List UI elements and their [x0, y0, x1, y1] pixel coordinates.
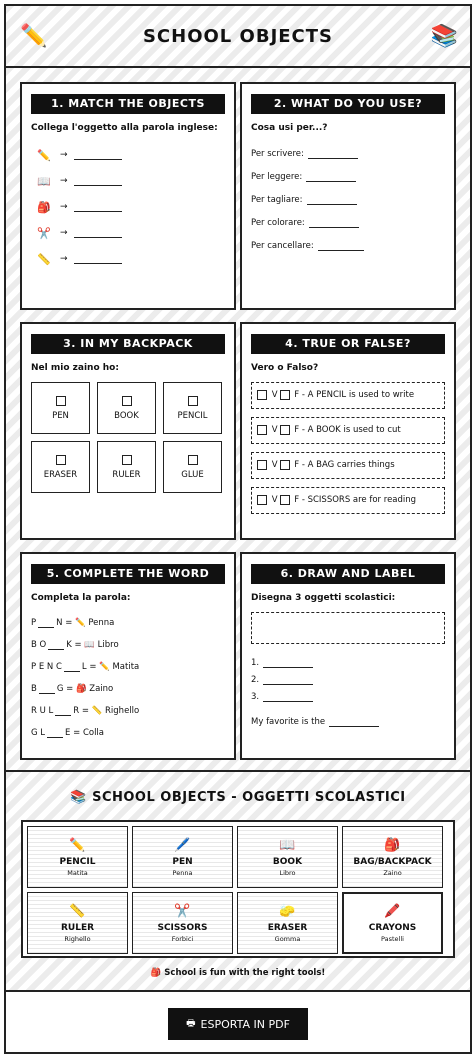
vocab-card — [342, 826, 443, 888]
scissors-icon: ✂️ — [174, 903, 191, 919]
answer-line[interactable] — [38, 618, 54, 628]
card-title: 2. WHAT DO YOU USE? — [251, 94, 445, 114]
vocab-italian: Zaino — [383, 868, 402, 877]
match-row — [31, 220, 225, 246]
card-title: 1. MATCH THE OBJECTS — [31, 94, 225, 114]
backpack-grid — [31, 382, 225, 493]
word-start: P — [31, 618, 37, 628]
use-label: Per cancellare: — [251, 240, 314, 251]
word-end: R = — [73, 706, 90, 716]
book-icon: 📖 — [37, 174, 51, 188]
pen-icon: 🖊️ — [174, 837, 191, 853]
checkbox[interactable] — [122, 396, 132, 406]
page-title: SCHOOL OBJECTS — [142, 25, 334, 47]
true-false-item — [251, 382, 445, 409]
instruction: Cosa usi per...? — [251, 123, 328, 133]
vocab-card — [237, 826, 338, 888]
pencil-icon: ✏️ — [69, 837, 86, 853]
checkbox[interactable] — [56, 455, 66, 465]
word-row — [31, 612, 225, 634]
vocab-english: BOOK — [272, 856, 303, 867]
book-icon: 📖 — [279, 837, 296, 853]
vocab-english: PENCIL — [59, 856, 96, 867]
use-row — [251, 165, 445, 188]
true-or-false-card — [240, 322, 456, 540]
answer-line[interactable] — [74, 150, 122, 160]
vocab-card — [237, 892, 338, 954]
statement: - SCISSORS are for reading — [301, 495, 417, 505]
statement: - A PENCIL is used to write — [301, 390, 415, 400]
italian-word: Righello — [105, 706, 140, 716]
italian-word: Colla — [82, 728, 105, 738]
match-row — [31, 194, 225, 220]
answer-line[interactable] — [64, 662, 80, 672]
answer-line[interactable] — [74, 176, 122, 186]
true-label: V — [271, 495, 278, 505]
crayon-icon: 🖍️ — [384, 903, 401, 919]
vocab-english: RULER — [60, 922, 95, 933]
book-icon: 📖 — [84, 640, 95, 650]
true-false-item — [251, 452, 445, 479]
word-start: B O — [31, 640, 47, 650]
ruler-icon: 📏 — [37, 252, 51, 266]
checkbox[interactable] — [188, 455, 198, 465]
in-my-backpack-card — [20, 322, 236, 540]
false-label: F — [294, 425, 300, 435]
answer-line[interactable] — [74, 228, 122, 238]
true-checkbox[interactable] — [257, 425, 267, 435]
italian-word: Matita — [112, 662, 140, 672]
instruction: Disegna 3 oggetti scolastici: — [251, 593, 396, 603]
drawing-area[interactable] — [251, 612, 445, 644]
arrow-icon: → — [60, 228, 68, 238]
use-label: Per scrivere: — [251, 148, 304, 159]
card-title: 4. TRUE OR FALSE? — [251, 334, 445, 354]
vocabulary-title — [6, 790, 470, 805]
scissors-icon: ✂️ — [37, 226, 51, 240]
statement: - A BAG carries things — [301, 460, 395, 470]
backpack-item-label: BOOK — [114, 410, 139, 421]
answer-line[interactable] — [74, 254, 122, 264]
checkbox[interactable] — [122, 455, 132, 465]
label-row — [251, 654, 445, 671]
true-false-item — [251, 417, 445, 444]
answer-line[interactable] — [74, 202, 122, 212]
backpack-item[interactable] — [31, 382, 90, 434]
answer-line[interactable] — [329, 717, 379, 727]
favorite-label: My favorite is the — [251, 717, 326, 727]
answer-line[interactable] — [39, 684, 55, 694]
false-label: F — [294, 460, 300, 470]
match-row — [31, 142, 225, 168]
backpack-item-label: GLUE — [181, 469, 204, 480]
label-number: 1. — [251, 657, 260, 668]
use-label: Per tagliare: — [251, 194, 303, 205]
vocab-english: CRAYONS — [368, 922, 417, 933]
footer-text: School is fun with the right tools! — [164, 968, 326, 978]
answer-line[interactable] — [308, 149, 358, 159]
vocab-italian: Forbici — [171, 934, 194, 943]
arrow-icon: → — [60, 176, 68, 186]
word-start: R U L — [31, 706, 54, 716]
label-number: 2. — [251, 674, 260, 685]
word-row — [31, 656, 225, 678]
export-pdf-label: ESPORTA IN PDF — [200, 1017, 290, 1031]
arrow-icon: → — [60, 254, 68, 264]
vocabulary-title-text: SCHOOL OBJECTS - OGGETTI SCOLASTICI — [92, 790, 406, 805]
italian-word: Libro — [97, 640, 119, 650]
checkbox[interactable] — [188, 396, 198, 406]
export-pdf-button[interactable] — [168, 1008, 308, 1040]
true-label: V — [271, 390, 278, 400]
backpack-item[interactable] — [163, 441, 222, 493]
answer-line[interactable] — [48, 640, 64, 650]
use-row — [251, 234, 445, 257]
backpack-item[interactable] — [31, 441, 90, 493]
word-end: K = — [66, 640, 82, 650]
pencil-icon: ✏️ — [75, 618, 86, 628]
answer-line[interactable] — [309, 218, 359, 228]
printer-icon: 🖶 — [186, 1017, 196, 1029]
vocab-italian: Gomma — [274, 934, 301, 943]
true-checkbox[interactable] — [257, 390, 267, 400]
card-title: 6. DRAW AND LABEL — [251, 564, 445, 584]
match-objects-card — [20, 82, 236, 310]
pencil-icon: ✏️ — [37, 148, 51, 162]
vocab-italian: Pastelli — [381, 934, 404, 943]
word-start: G L — [31, 728, 46, 738]
footer-note — [6, 968, 470, 978]
vocab-english: SCISSORS — [157, 922, 208, 933]
arrow-icon: → — [60, 202, 68, 212]
word-start: P E N C — [31, 662, 62, 672]
instruction: Nel mio zaino ho: — [31, 363, 119, 373]
books-icon: 📚 — [430, 24, 458, 49]
backpack-item[interactable] — [97, 382, 156, 434]
books-icon: 📚 — [70, 790, 88, 805]
favorite-row — [251, 717, 445, 727]
true-false-item — [251, 487, 445, 514]
checkbox[interactable] — [56, 396, 66, 406]
word-row — [31, 634, 225, 656]
backpack-icon: 🎒 — [150, 968, 162, 978]
vocab-card — [132, 892, 233, 954]
true-checkbox[interactable] — [257, 460, 267, 470]
true-label: V — [271, 425, 278, 435]
false-label: F — [294, 495, 300, 505]
word-start: B — [31, 684, 37, 694]
vocab-italian: Penna — [172, 868, 193, 877]
arrow-icon: → — [60, 150, 68, 160]
what-do-you-use-card — [240, 82, 456, 310]
vocab-italian: Matita — [67, 868, 88, 877]
pencil-icon: ✏️ — [20, 24, 48, 49]
backpack-item[interactable] — [97, 441, 156, 493]
instruction: Collega l'oggetto alla parola inglese: — [31, 123, 218, 133]
worksheet-header — [6, 6, 470, 68]
use-row — [251, 211, 445, 234]
backpack-icon: 🎒 — [75, 684, 87, 694]
vocab-italian: Righello — [64, 934, 91, 943]
vocab-english: ERASER — [267, 922, 308, 933]
word-end: N = — [56, 618, 73, 628]
match-row — [31, 246, 225, 272]
vocab-card — [342, 892, 443, 954]
false-checkbox[interactable] — [280, 495, 290, 505]
false-checkbox[interactable] — [280, 390, 290, 400]
backpack-item-label: ERASER — [43, 469, 78, 480]
ruler-icon: 📏 — [69, 903, 86, 919]
use-row — [251, 142, 445, 165]
use-label: Per leggere: — [251, 171, 303, 182]
false-checkbox[interactable] — [280, 460, 290, 470]
false-checkbox[interactable] — [280, 425, 290, 435]
ruler-icon: 📏 — [91, 706, 103, 716]
word-row — [31, 678, 225, 700]
vocabulary-section — [6, 772, 470, 992]
answer-line[interactable] — [47, 728, 63, 738]
vocab-english: PEN — [172, 856, 193, 867]
instruction: Vero o Falso? — [251, 363, 319, 373]
label-number: 3. — [251, 691, 260, 702]
backpack-item-label: PEN — [52, 410, 69, 421]
export-area — [6, 992, 470, 1052]
answer-line[interactable] — [307, 195, 357, 205]
card-title: 3. IN MY BACKPACK — [31, 334, 225, 354]
backpack-icon: 🎒 — [384, 837, 401, 853]
exercise-grid — [6, 68, 470, 772]
false-label: F — [294, 390, 300, 400]
vocab-english: BAG/BACKPACK — [353, 856, 432, 867]
answer-line[interactable] — [263, 658, 313, 668]
worksheet — [4, 4, 472, 1054]
word-end: G = — [56, 684, 74, 694]
label-row — [251, 671, 445, 688]
italian-word: Zaino — [89, 684, 114, 694]
statement: - A BOOK is used to cut — [301, 425, 401, 435]
answer-line[interactable] — [263, 692, 313, 702]
use-row — [251, 188, 445, 211]
complete-the-word-card — [20, 552, 236, 760]
backpack-item-label: RULER — [112, 469, 141, 480]
answer-line[interactable] — [55, 706, 71, 716]
true-checkbox[interactable] — [257, 495, 267, 505]
vocab-italian: Libro — [279, 868, 296, 877]
label-row — [251, 688, 445, 705]
use-label: Per colorare: — [251, 217, 305, 228]
vocab-card — [132, 826, 233, 888]
answer-line[interactable] — [306, 172, 356, 182]
instruction: Completa la parola: — [31, 593, 131, 603]
draw-and-label-card — [240, 552, 456, 760]
word-end: E = — [65, 728, 81, 738]
vocab-card — [27, 892, 128, 954]
vocabulary-grid — [21, 820, 455, 958]
eraser-icon: 🧽 — [279, 903, 296, 919]
backpack-icon: 🎒 — [37, 200, 51, 214]
pencil-icon: ✏️ — [99, 662, 110, 672]
card-title: 5. COMPLETE THE WORD — [31, 564, 225, 584]
word-row — [31, 700, 225, 722]
match-row — [31, 168, 225, 194]
vocab-card — [27, 826, 128, 888]
true-label: V — [271, 460, 278, 470]
backpack-item[interactable] — [163, 382, 222, 434]
italian-word: Penna — [88, 618, 115, 628]
word-row — [31, 722, 225, 744]
word-end: L = — [81, 662, 97, 672]
answer-line[interactable] — [263, 675, 313, 685]
backpack-item-label: PENCIL — [177, 410, 208, 421]
answer-line[interactable] — [318, 241, 364, 251]
